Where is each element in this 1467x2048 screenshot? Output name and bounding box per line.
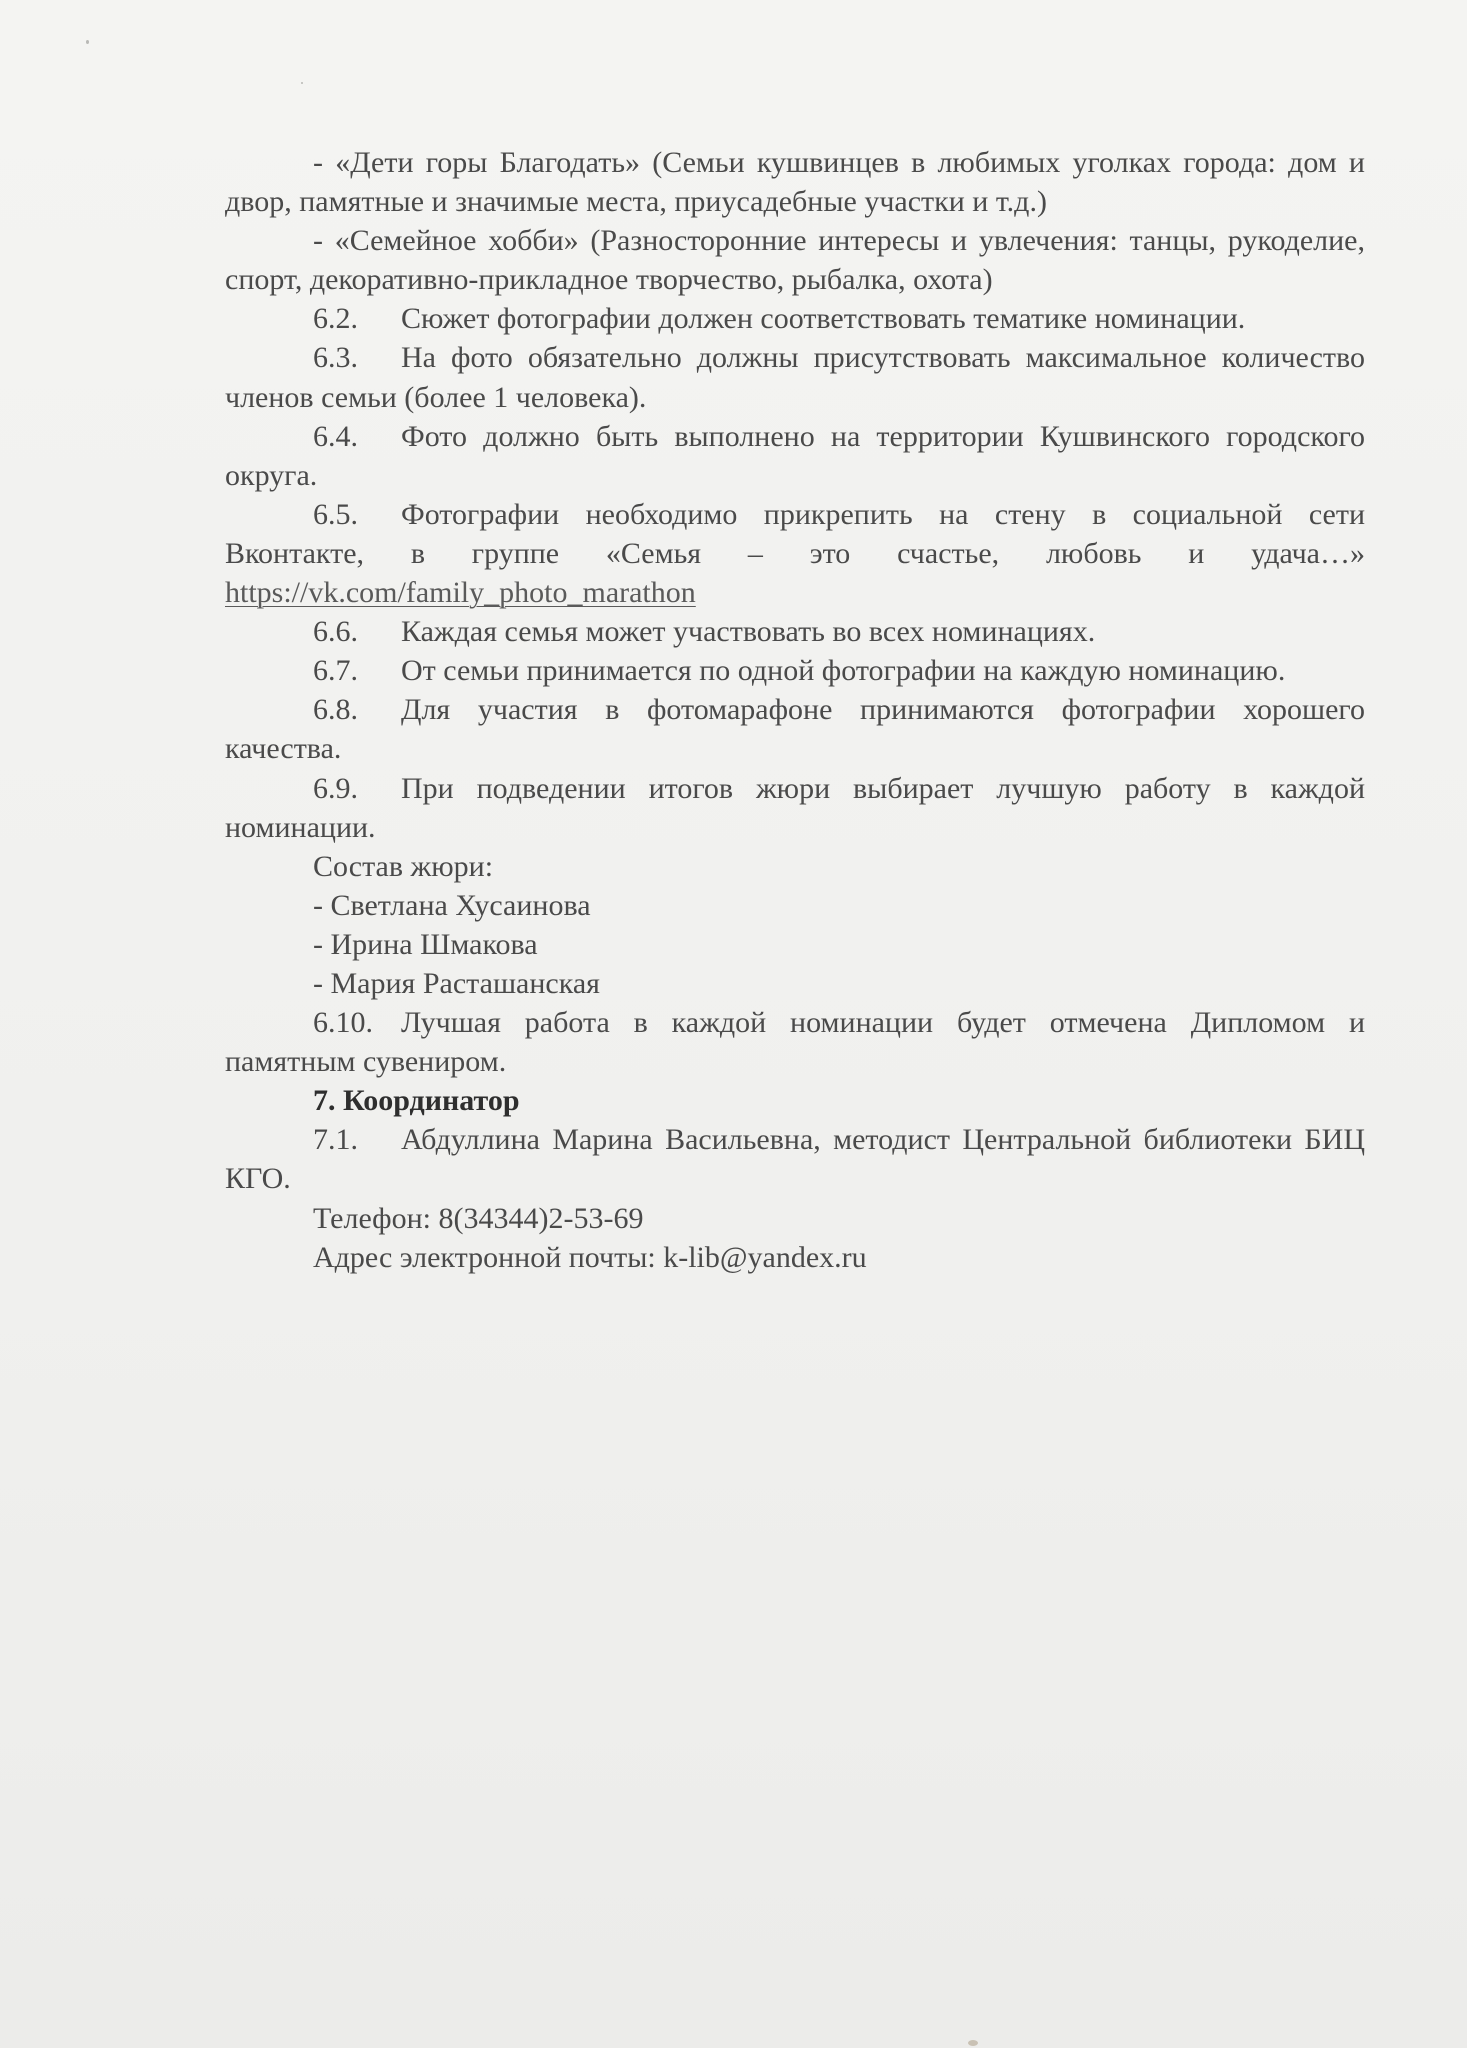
clause-6-8: [225, 690, 1365, 768]
clause-text: Фото должно быть выполнено на территории Кушвинского городского округа.: [225, 419, 1365, 492]
clause-number: 6.10.: [313, 1006, 373, 1040]
scan-speck: [86, 40, 89, 44]
clause-6-3: [225, 338, 1365, 416]
clause-6-7: [225, 651, 1365, 690]
clause-number: 7.1.: [313, 1123, 358, 1157]
jury-title: Состав жюри:: [313, 849, 494, 883]
clause-7-1: [225, 1120, 1365, 1198]
vk-group-link[interactable]: https://vk.com/family_photo_marathon: [225, 576, 696, 610]
clause-text: Для участия в фотомарафоне принимаются фотографии хорошего качества.: [225, 693, 1365, 766]
clause-number: 6.7.: [313, 654, 358, 688]
clause-number: 6.9.: [313, 771, 358, 805]
coordinator-phone: Телефон: 8(34344)2-53-69: [313, 1201, 644, 1235]
clause-6-10: [225, 1003, 1365, 1081]
jury-member: - Ирина Шмакова: [313, 927, 538, 961]
clause-6-9: [225, 769, 1365, 847]
clause-number: 6.4.: [313, 419, 358, 453]
clause-text: При подведении итогов жюри выбирает лучшую работу в каждой номинации.: [225, 771, 1365, 844]
clause-text: От семьи принимается по одной фотографии на каждую номинацию.: [401, 654, 1286, 688]
clause-6-4: [225, 417, 1365, 495]
section-heading-coordinator: 7. Координатор: [313, 1084, 520, 1118]
clause-number: 6.6.: [313, 615, 358, 649]
clause-text: Фотографии необходимо прикрепить на стену в социальной сети Вконтакте, в группе «Семья – это счастье, любовь и удача…»: [225, 497, 1365, 570]
clause-text: Каждая семья может участвовать во всех номинациях.: [401, 615, 1096, 649]
clause-text: Абдуллина Марина Васильевна, методист Центральной библиотеки БИЦ КГО.: [225, 1123, 1365, 1196]
clause-6-6: [225, 612, 1365, 651]
clause-text: На фото обязательно должны присутствовать максимальное количество членов семьи (более 1 человека).: [225, 341, 1365, 414]
jury-member: - Мария Расташанская: [313, 966, 600, 1000]
document-body: [225, 143, 1365, 1277]
clause-6-5-link-line: [225, 573, 1365, 612]
scan-speck: [301, 82, 303, 84]
clause-6-5: [225, 495, 1365, 573]
clause-number: 6.8.: [313, 693, 358, 727]
clause-number: 6.2.: [313, 302, 358, 336]
clause-number: 6.5.: [313, 497, 358, 531]
clause-number: 6.3.: [313, 341, 358, 375]
clause-6-2: [225, 299, 1365, 338]
clause-text: Лучшая работа в каждой номинации будет отмечена Дипломом и памятным сувениром.: [225, 1006, 1365, 1079]
nomination-children-of-mountain: - «Дети горы Благодать» (Семьи кушвинцев в любимых уголках города: дом и двор, памятные и значимые места, приусадебные участки и т.д.): [225, 146, 1365, 219]
clause-text: Сюжет фотографии должен соответствовать тематике номинации.: [401, 302, 1246, 336]
coordinator-email: Адрес электронной почты: k-lib@yandex.ru: [313, 1240, 867, 1274]
nomination-family-hobby: - «Семейное хобби» (Разносторонние интересы и увлечения: танцы, рукоделие, спорт, декоративно-прикладное творчество, рыбалка, охота): [225, 224, 1365, 297]
scan-speck: [968, 2040, 978, 2046]
jury-member: - Светлана Хусаинова: [313, 888, 591, 922]
